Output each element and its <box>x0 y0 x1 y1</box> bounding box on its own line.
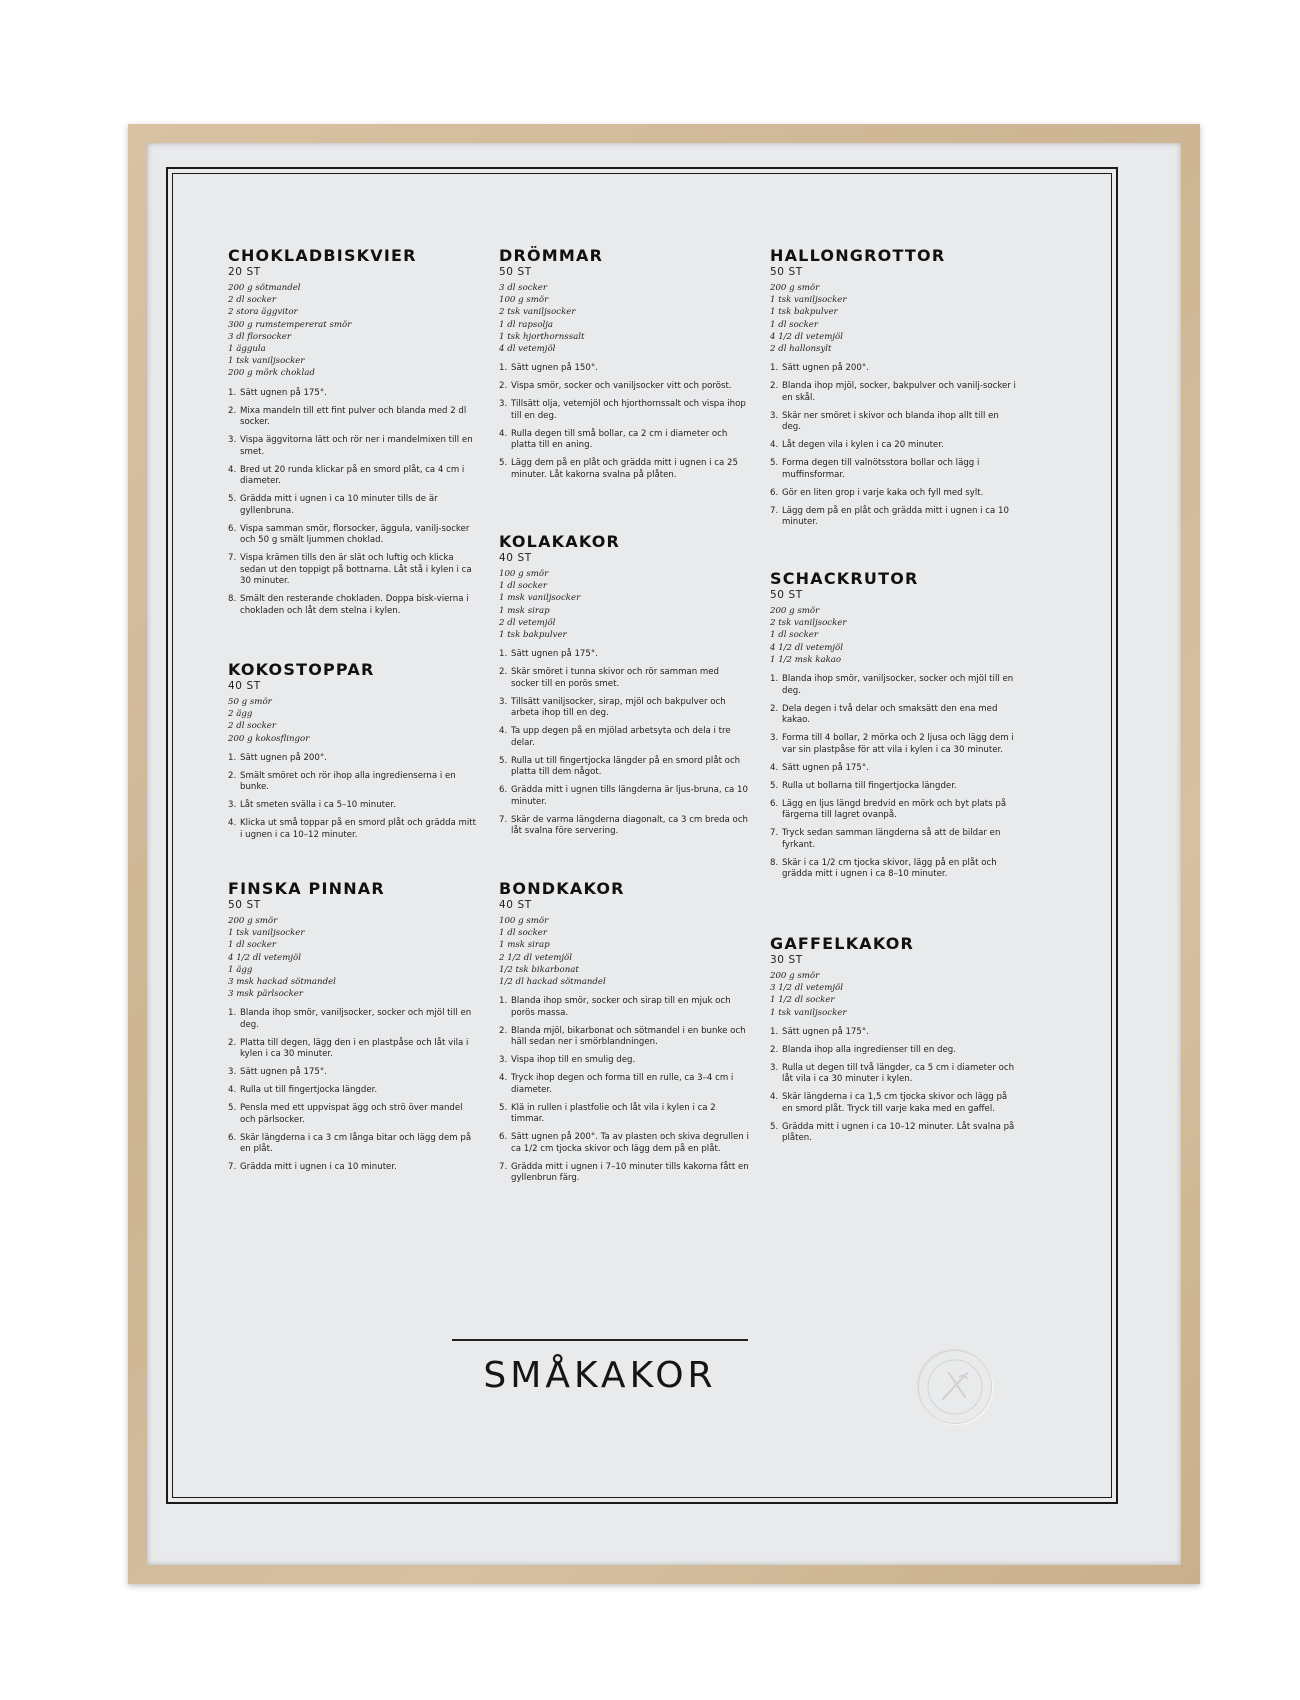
ingredient-list <box>770 605 1020 666</box>
ingredient-item: 1 äggula <box>228 344 266 355</box>
step-number: 6. <box>770 798 779 809</box>
step-text: Blanda ihop smör, socker och sirap till en mjuk och porös massa. <box>511 996 731 1018</box>
ingredient-item: 1 tsk vaniljsocker <box>770 1007 847 1018</box>
step-number: 2. <box>499 381 508 392</box>
step-number: 3. <box>770 410 779 421</box>
step-item <box>228 1133 478 1156</box>
step-text: Sätt ugnen på 175°. <box>782 1026 869 1037</box>
step-number: 5. <box>770 1121 779 1132</box>
ingredient-item: 100 g smör <box>499 916 549 926</box>
step-number: 4. <box>228 464 237 475</box>
step-number: 1. <box>770 363 779 374</box>
step-list <box>228 388 478 618</box>
step-number: 2. <box>228 405 237 416</box>
step-number: 8. <box>228 594 237 605</box>
step-list <box>499 996 749 1185</box>
step-item <box>228 494 478 517</box>
step-text: Vispa äggvitorna lätt och rör ner i mandelmixen till en smet. <box>240 435 473 457</box>
step-number: 2. <box>228 1037 237 1048</box>
step-item <box>499 1073 749 1096</box>
step-item <box>228 524 478 547</box>
recipe-yield: 50 ST <box>499 266 532 278</box>
step-text: Vispa smör, socker och vaniljsocker vitt och poröst. <box>511 381 732 392</box>
step-list <box>770 1027 1020 1145</box>
step-item <box>228 388 478 400</box>
step-number: 7. <box>499 814 508 825</box>
ingredient-item: 100 g smör <box>499 295 549 306</box>
ingredient-item: 3 dl socker <box>499 283 547 293</box>
step-text: Grädda mitt i ugnen i ca 10 minuter. <box>240 1162 397 1173</box>
step-item <box>770 674 1020 697</box>
step-item <box>770 458 1020 481</box>
step-number: 5. <box>770 780 779 791</box>
step-number: 2. <box>770 703 779 714</box>
step-text: Forma till 4 bollar, 2 mörka och 2 ljusa och lägg dem i var sin plastpåse för att vila i kylen i ca 30 minuter. <box>782 733 1014 755</box>
ingredient-item: 4 1/2 dl vetemjöl <box>770 331 843 342</box>
ingredient-item: 1 ägg <box>228 964 253 975</box>
step-number: 2. <box>228 770 237 781</box>
step-item <box>499 815 749 838</box>
step-text: Skär de varma längderna diagonalt, ca 3 cm breda och låt svalna före servering. <box>511 814 748 837</box>
step-text: Sätt ugnen på 175°. <box>782 762 869 773</box>
step-text: Skär i ca 1/2 cm tjocka skivor, lägg på en plåt och grädda mitt i ugnen i ca 8–10 minuter. <box>782 857 997 880</box>
recipe-hallongrottor <box>770 246 1020 535</box>
step-number: 2. <box>499 667 508 678</box>
recipe-chokladbiskvier <box>228 246 478 624</box>
recipe-yield: 20 ST <box>228 266 261 278</box>
recipe-yield: 50 ST <box>770 266 803 278</box>
step-text: Pensla med ett uppvispat ägg och strö över mandel och pärlsocker. <box>240 1103 463 1125</box>
step-item <box>770 411 1020 434</box>
step-number: 5. <box>499 458 508 469</box>
recipe-title: GAFFELKAKOR <box>770 934 915 953</box>
step-item <box>228 406 478 429</box>
ingredient-list <box>499 915 749 988</box>
step-number: 1. <box>228 752 237 763</box>
ingredient-item: 200 g smör <box>770 606 820 616</box>
ingredient-item: 1 dl socker <box>228 940 276 951</box>
recipe-bondkakor <box>499 879 749 1191</box>
recipe-yield: 30 ST <box>770 954 803 966</box>
ingredient-item: 1 tsk vaniljsocker <box>770 295 847 306</box>
step-item <box>770 1122 1020 1145</box>
step-text: Rulla ut till fingertjocka längder. <box>240 1085 378 1096</box>
step-item <box>770 363 1020 375</box>
step-item <box>770 506 1020 529</box>
step-number: 4. <box>770 440 779 451</box>
recipe-yield: 40 ST <box>499 899 532 911</box>
step-number: 4. <box>499 1073 508 1084</box>
step-number: 3. <box>228 435 237 446</box>
ingredient-item: 1 dl socker <box>499 928 547 939</box>
step-item <box>770 704 1020 727</box>
step-item <box>228 800 478 812</box>
step-text: Sätt ugnen på 175°. <box>511 649 598 660</box>
step-text: Lägg dem på en plåt och grädda mitt i ugnen i ca 10 minuter. <box>782 505 1009 528</box>
ingredient-item: 4 1/2 dl vetemjöl <box>228 952 301 963</box>
step-text: Rulla ut degen till två längder, ca 5 cm i diameter och låt vila i ca 30 minuter i kylen. <box>782 1062 1015 1085</box>
step-text: Vispa samman smör, florsocker, äggula, vanilj-socker och 50 g smält ljummen choklad. <box>240 523 470 546</box>
step-item <box>499 1055 749 1067</box>
step-text: Blanda mjöl, bikarbonat och sötmandel i en bunke och häll sedan ner i smörblandningen. <box>511 1025 746 1048</box>
step-text: Skär ner smöret i skivor och blanda ihop allt till en deg. <box>782 410 999 433</box>
step-item <box>228 435 478 458</box>
step-text: Rulla degen till små bollar, ca 2 cm i diameter och platta till en aning. <box>511 428 728 451</box>
step-number: 1. <box>770 1026 779 1037</box>
step-item <box>499 649 749 661</box>
ingredient-item: 2 stora äggvitor <box>228 307 298 318</box>
recipe-title: CHOKLADBISKVIER <box>228 246 417 265</box>
step-number: 2. <box>499 1025 508 1036</box>
recipe-title: HALLONGROTTOR <box>770 246 946 265</box>
step-text: Smält smöret och rör ihop alla ingredienserna i en bunke. <box>240 770 456 793</box>
step-item <box>499 726 749 749</box>
recipe-yield: 40 ST <box>499 552 532 564</box>
recipe-yield: 50 ST <box>770 589 803 601</box>
step-item <box>770 858 1020 881</box>
step-item <box>499 756 749 779</box>
recipe-title: SCHACKRUTOR <box>770 569 919 588</box>
step-number: 4. <box>499 726 508 737</box>
ingredient-item: 1 1/2 dl socker <box>770 995 835 1006</box>
step-number: 4. <box>499 428 508 439</box>
step-item <box>499 1103 749 1126</box>
step-item <box>770 1063 1020 1086</box>
step-text: Sätt ugnen på 150°. <box>511 363 598 374</box>
step-list <box>770 674 1020 881</box>
ingredient-item: 200 g kokosflingor <box>228 733 310 744</box>
step-number: 1. <box>499 363 508 374</box>
step-item <box>499 785 749 808</box>
step-list <box>770 363 1020 529</box>
ingredient-list <box>770 970 1020 1019</box>
ingredient-item: 200 g smör <box>770 971 820 981</box>
ingredient-item: 4 1/2 dl vetemjöl <box>770 642 843 653</box>
step-item <box>228 465 478 488</box>
step-list <box>499 649 749 838</box>
step-item <box>770 1092 1020 1115</box>
step-text: Tryck ihop degen och forma till en rulle, ca 3–4 cm i diameter. <box>511 1073 734 1095</box>
step-number: 4. <box>770 762 779 773</box>
ingredient-item: 50 g smör <box>228 697 272 707</box>
step-item <box>499 996 749 1019</box>
step-item <box>770 488 1020 500</box>
step-text: Blanda ihop mjöl, socker, bakpulver och vanilj-socker i en skål. <box>782 381 1016 403</box>
step-number: 1. <box>228 1008 237 1019</box>
ingredient-item: 2 dl socker <box>228 721 276 732</box>
step-number: 6. <box>228 523 237 534</box>
step-text: Forma degen till valnötsstora bollar och lägg i muffinsformar. <box>782 458 980 480</box>
ingredient-list <box>228 915 478 1000</box>
step-item <box>228 594 478 617</box>
step-text: Skär smöret i tunna skivor och rör samman med socker till en porös smet. <box>511 667 719 689</box>
step-text: Blanda ihop alla ingredienser till en deg. <box>782 1044 956 1055</box>
embossed-seal-icon <box>918 1350 992 1424</box>
step-number: 1. <box>228 387 237 398</box>
recipe-title: KOKOSTOPPAR <box>228 660 375 679</box>
ingredient-list <box>770 282 1020 355</box>
step-text: Smält den resterande chokladen. Doppa bisk-vierna i chokladen och låt dem stelna i kylen. <box>240 594 469 616</box>
step-list <box>228 753 478 842</box>
step-text: Tryck sedan samman längderna så att de bildar en fyrkant. <box>782 828 1001 850</box>
ingredient-item: 2 tsk vaniljsocker <box>499 307 576 318</box>
step-text: Låt degen vila i kylen i ca 20 minuter. <box>782 440 944 451</box>
step-number: 5. <box>499 755 508 766</box>
ingredient-item: 1 tsk bakpulver <box>770 307 838 318</box>
step-number: 5. <box>770 458 779 469</box>
step-item <box>499 399 749 422</box>
ingredient-item: 200 g smör <box>228 916 278 926</box>
recipe-title: DRÖMMAR <box>499 246 604 265</box>
step-number: 6. <box>228 1132 237 1143</box>
ingredient-item: 1/2 tsk bikarbonat <box>499 964 579 975</box>
step-list <box>228 1008 478 1174</box>
ingredient-item: 4 dl vetemjöl <box>499 344 556 355</box>
step-number: 5. <box>228 494 237 505</box>
step-text: Grädda mitt i ugnen i 7–10 minuter tills kakorna fått en gyllenbrun färg. <box>511 1161 749 1184</box>
step-item <box>228 553 478 588</box>
recipe-schackrutor <box>770 569 1020 887</box>
ingredient-item: 1/2 dl hackad sötmandel <box>499 977 606 988</box>
ingredient-item: 2 ägg <box>228 709 253 720</box>
step-text: Blanda ihop smör, vaniljsocker, socker och mjöl till en deg. <box>782 674 1014 696</box>
step-text: Klä in rullen i plastfolie och låt vila i kylen i ca 2 timmar. <box>511 1102 716 1125</box>
step-text: Rulla ut bollarna till fingertjocka längder. <box>782 780 957 791</box>
ingredient-item: 1 tsk bakpulver <box>499 630 567 641</box>
ingredient-item: 1 1/2 msk kakao <box>770 654 842 665</box>
step-text: Blanda ihop smör, vaniljsocker, socker och mjöl till en deg. <box>240 1008 472 1030</box>
step-text: Vispa ihop till en smulig deg. <box>511 1055 636 1066</box>
step-item <box>499 1132 749 1155</box>
ingredient-item: 200 g sötmandel <box>228 283 301 293</box>
recipe-gaffelkakor <box>770 934 1020 1151</box>
step-text: Tillsätt vaniljsocker, sirap, mjöl och bakpulver och arbeta ihop till en deg. <box>511 696 726 719</box>
step-number: 6. <box>499 1132 508 1143</box>
ingredient-item: 1 msk sirap <box>499 605 550 616</box>
ingredient-list <box>499 568 749 641</box>
step-item <box>499 381 749 393</box>
recipe-kolakakor <box>499 532 749 844</box>
step-item <box>499 1026 749 1049</box>
step-item <box>770 381 1020 404</box>
step-text: Lägg dem på en plåt och grädda mitt i ugnen i ca 25 minuter. Låt kakorna svalna på plåten. <box>511 458 738 480</box>
ingredient-list <box>499 282 749 355</box>
step-text: Skär längderna i ca 3 cm långa bitar och lägg dem på en plåt. <box>240 1132 472 1155</box>
step-item <box>228 1085 478 1097</box>
recipe-finska-pinnar <box>228 879 478 1180</box>
ingredient-list <box>228 696 478 745</box>
step-list <box>499 363 749 481</box>
step-number: 4. <box>228 818 237 829</box>
ingredient-item: 1 tsk hjorthornssalt <box>499 331 585 342</box>
ingredient-item: 200 g mörk choklad <box>228 368 315 379</box>
step-text: Skär längderna i ca 1,5 cm tjocka skivor och lägg på en smord plåt. Tryck till varje kaka med en gaffel. <box>782 1092 1008 1114</box>
recipe-title: BONDKAKOR <box>499 879 625 898</box>
ingredient-item: 1 dl socker <box>770 319 818 330</box>
step-item <box>228 753 478 765</box>
step-number: 8. <box>770 857 779 868</box>
step-number: 3. <box>499 696 508 707</box>
step-text: Klicka ut små toppar på en smord plåt och grädda mitt i ugnen i ca 10–12 minuter. <box>240 818 477 840</box>
step-text: Grädda mitt i ugnen i ca 10 minuter tills de är gyllenbruna. <box>240 494 438 516</box>
ingredient-item: 300 g rumstempererat smör <box>228 319 352 330</box>
step-number: 3. <box>228 800 237 811</box>
step-item <box>228 818 478 841</box>
step-text: Sätt ugnen på 175°. <box>240 387 327 398</box>
ingredient-item: 1 tsk vaniljsocker <box>228 356 305 367</box>
recipe-yield: 40 ST <box>228 680 261 692</box>
ingredient-item: 2 dl socker <box>228 295 276 306</box>
step-number: 7. <box>228 1162 237 1173</box>
recipe-title: KOLAKAKOR <box>499 532 621 551</box>
ingredient-item: 1 dl socker <box>499 581 547 592</box>
step-text: Ta upp degen på en mjölad arbetsyta och dela i tre delar. <box>511 726 731 748</box>
step-number: 6. <box>770 487 779 498</box>
step-number: 2. <box>770 381 779 392</box>
ingredient-item: 3 1/2 dl vetemjöl <box>770 983 843 994</box>
step-number: 3. <box>499 399 508 410</box>
step-item <box>770 763 1020 775</box>
recipe-kokostoppar <box>228 660 478 848</box>
step-text: Grädda mitt i ugnen tills längderna är ljus-bruna, ca 10 minuter. <box>511 785 748 807</box>
step-number: 3. <box>770 1062 779 1073</box>
step-text: Tillsätt olja, vetemjöl och hjorthornssalt och vispa ihop till en deg. <box>511 399 746 421</box>
step-item <box>499 458 749 481</box>
step-text: Mixa mandeln till ett fint pulver och blanda med 2 dl socker. <box>240 405 467 428</box>
step-text: Vispa krämen tills den är slät och luftig och klicka sedan ut den toppigt på bottnarna. Låt stå i kylen i ca 30 minuter. <box>240 553 472 587</box>
ingredient-item: 2 tsk vaniljsocker <box>770 618 847 629</box>
step-number: 1. <box>499 649 508 660</box>
step-item <box>499 429 749 452</box>
step-text: Sätt ugnen på 200°. <box>240 752 327 763</box>
poster-title: SMÅKAKOR <box>483 1355 717 1396</box>
step-text: Sätt ugnen på 200°. Ta av plasten och skiva degrullen i ca 1/2 cm tjocka skivor och lägg dem på en plåt. <box>511 1132 749 1154</box>
step-number: 7. <box>499 1161 508 1172</box>
step-number: 5. <box>499 1102 508 1113</box>
step-item <box>228 1038 478 1061</box>
ingredient-item: 1 dl socker <box>770 630 818 641</box>
step-text: Grädda mitt i ugnen i ca 10–12 minuter. Låt svalna på plåten. <box>782 1121 1015 1144</box>
step-text: Sätt ugnen på 175°. <box>240 1067 327 1078</box>
ingredient-item: 1 msk vaniljsocker <box>499 593 581 604</box>
ingredient-item: 1 dl rapsolja <box>499 319 554 330</box>
ingredient-item: 1 tsk vaniljsocker <box>228 928 305 939</box>
step-item <box>228 1103 478 1126</box>
step-item <box>770 1045 1020 1057</box>
ingredient-item: 200 g smör <box>770 283 820 293</box>
step-number: 1. <box>770 674 779 685</box>
step-number: 3. <box>499 1055 508 1066</box>
step-number: 1. <box>499 996 508 1007</box>
step-number: 4. <box>770 1092 779 1103</box>
step-item <box>228 1067 478 1079</box>
step-text: Platta till degen, lägg den i en plastpåse och låt vila i kylen i ca 30 minuter. <box>240 1037 469 1060</box>
step-item <box>499 667 749 690</box>
ingredient-item: 2 dl hallonsylt <box>770 344 832 355</box>
step-item <box>499 697 749 720</box>
ingredient-item: 3 msk hackad sötmandel <box>228 977 336 988</box>
step-number: 7. <box>770 505 779 516</box>
recipe-drommar <box>499 246 749 488</box>
step-item <box>770 781 1020 793</box>
footer-rule <box>452 1339 748 1341</box>
step-text: Gör en liten grop i varje kaka och fyll med sylt. <box>782 487 984 498</box>
step-text: Sätt ugnen på 200°. <box>782 363 869 374</box>
ingredient-item: 3 msk pärlsocker <box>228 989 303 1000</box>
ingredient-item: 100 g smör <box>499 569 549 579</box>
step-item <box>228 1162 478 1174</box>
step-text: Låt smeten svälla i ca 5–10 minuter. <box>240 800 396 811</box>
step-text: Dela degen i två delar och smaksätt den ena med kakao. <box>782 703 998 726</box>
ingredient-item: 2 1/2 dl vetemjöl <box>499 952 572 963</box>
ingredient-item: 1 msk sirap <box>499 940 550 951</box>
ingredient-list <box>228 282 478 380</box>
step-number: 5. <box>228 1103 237 1114</box>
step-item <box>770 828 1020 851</box>
ingredient-item: 3 dl florsocker <box>228 331 291 342</box>
step-text: Rulla ut till fingertjocka längder på en smord plåt och platta till dem något. <box>511 755 741 778</box>
ingredient-item: 2 dl vetemjöl <box>499 617 556 628</box>
step-item <box>770 1027 1020 1039</box>
step-number: 6. <box>499 785 508 796</box>
recipe-yield: 50 ST <box>228 899 261 911</box>
step-item <box>499 363 749 375</box>
step-item <box>499 1162 749 1185</box>
recipe-title: FINSKA PINNAR <box>228 879 385 898</box>
step-number: 4. <box>228 1085 237 1096</box>
step-number: 3. <box>770 733 779 744</box>
step-item <box>228 1008 478 1031</box>
step-number: 3. <box>228 1067 237 1078</box>
step-item <box>770 799 1020 822</box>
step-text: Lägg en ljus längd bredvid en mörk och byt plats på färgerna till lagret ovanpå. <box>782 798 1007 821</box>
step-number: 7. <box>228 553 237 564</box>
step-number: 7. <box>770 828 779 839</box>
step-item <box>228 771 478 794</box>
step-number: 2. <box>770 1044 779 1055</box>
step-text: Bred ut 20 runda klickar på en smord plåt, ca 4 cm i diameter. <box>240 464 465 487</box>
step-item <box>770 440 1020 452</box>
step-item <box>770 733 1020 756</box>
